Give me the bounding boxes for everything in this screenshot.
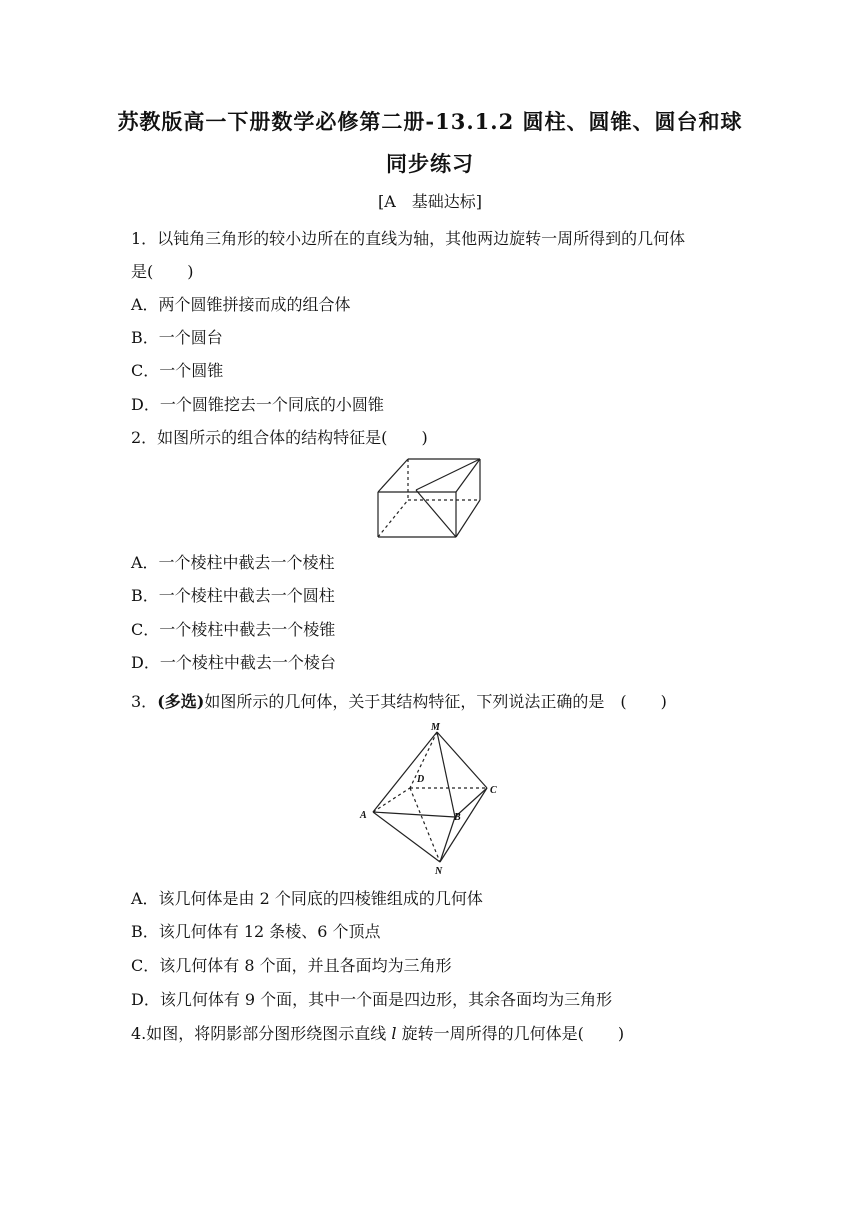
page-title-line2: 同步练习 [386, 151, 474, 176]
octahedron-figure [355, 720, 505, 880]
question-4-stem-text-b: 旋转一周所得的几何体是( [396, 1024, 584, 1043]
question-2-option-b: B．一个棱柱中截去一个圆柱 [131, 586, 335, 605]
question-2-paren-close: ) [421, 428, 428, 447]
question-1-option-a: A．两个圆锥拼接而成的组合体 [131, 295, 351, 314]
question-3-multi-tag: (多选) [157, 692, 205, 711]
vertex-label-d: D [417, 774, 425, 785]
question-1-stem-cont [131, 259, 731, 282]
vertex-label-b: B [454, 812, 461, 823]
question-4-stem-text-a: 4.如图，将阴影部分图形绕图示直线 [131, 1024, 392, 1043]
question-4-stem [131, 1021, 731, 1044]
section-heading: [A 基础达标] [377, 192, 483, 211]
question-1-paren-close: ) [187, 262, 194, 281]
vertex-label-a: A [360, 810, 367, 821]
question-3-option-d: D．该几何体有 9 个面，其中一个面是四边形，其余各面均为三角形 [131, 990, 613, 1009]
question-2-option-c: C．一个棱柱中截去一个棱锥 [131, 620, 336, 639]
question-3-option-a: A．该几何体是由 2 个同底的四棱锥组成的几何体 [131, 889, 483, 908]
question-2-stem-text: 2．如图所示的组合体的结构特征是( [131, 428, 388, 447]
question-3-stem [131, 689, 731, 712]
page-title-line1: 苏教版高一下册数学必修第二册-13.1.2 圆柱、圆锥、圆台和球 [117, 109, 743, 134]
question-1-option-c: C．一个圆锥 [131, 361, 224, 380]
question-3-number: 3． [131, 692, 158, 711]
prism-figure [370, 452, 490, 542]
vertex-label-m: M [431, 722, 440, 733]
vertex-label-c: C [490, 785, 497, 796]
question-3-option-b: B．该几何体有 12 条棱、6 个顶点 [131, 922, 381, 941]
question-2-option-a: A．一个棱柱中截去一个棱柱 [131, 553, 335, 572]
question-3-stem-text: 如图所示的几何体，关于其结构特征，下列说法正确的是 ( [204, 692, 627, 711]
question-3-paren-close: ) [660, 692, 667, 711]
vertex-label-n: N [435, 866, 443, 877]
question-3-option-c: C．该几何体有 8 个面，并且各面均为三角形 [131, 956, 452, 975]
question-4-paren-close: ) [617, 1024, 625, 1043]
question-1-option-d: D．一个圆锥挖去一个同底的小圆锥 [131, 395, 384, 414]
question-4-variable: l [391, 1024, 397, 1043]
question-1-stem: 1．以钝角三角形的较小边所在的直线为轴，其他两边旋转一周所得到的几何体 [131, 229, 686, 248]
question-2-option-d: D．一个棱柱中截去一个棱台 [131, 653, 336, 672]
question-1-stem-text: 是( [131, 262, 154, 281]
question-1-option-b: B．一个圆台 [131, 328, 223, 347]
question-2-stem [131, 425, 731, 448]
